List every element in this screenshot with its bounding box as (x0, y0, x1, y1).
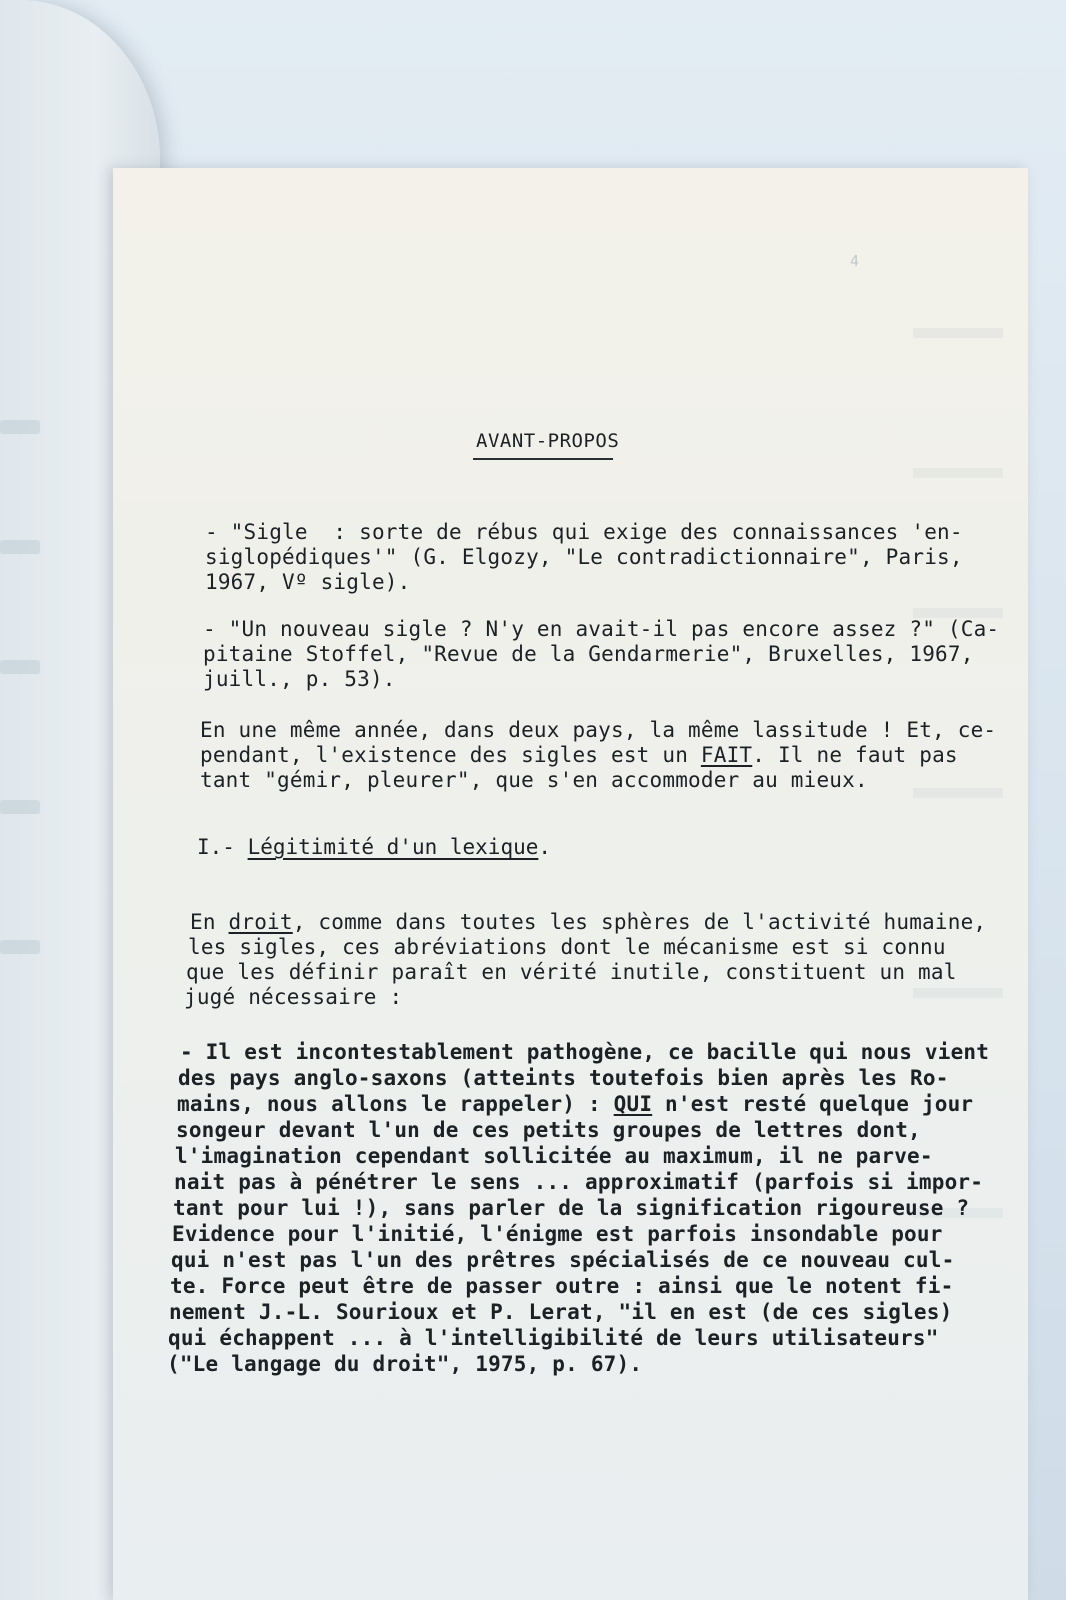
emphasis-qui: QUI (613, 1092, 653, 1116)
paragraph-2-line: jugé nécessaire : (184, 985, 403, 1009)
emphasis-droit: droit (228, 910, 293, 934)
paragraph-3-text: n'est resté quelque jour (652, 1092, 974, 1116)
show-through-line (913, 328, 1003, 338)
paragraph-1-line (200, 743, 958, 767)
paragraph-2-line (190, 910, 986, 934)
show-through-mark (0, 800, 40, 814)
paragraph-1-line: tant "gémir, pleurer", que s'en accommoder au mieux. (200, 768, 868, 792)
paragraph-3-line: songeur devant l'un de ces petits groupes de lettres dont, (176, 1118, 921, 1142)
page-number: 4 (850, 252, 860, 270)
quote-1-line: - "Sigle : sorte de rébus qui exige des connaissances 'en- (205, 520, 963, 544)
emphasis-fait: FAIT (700, 743, 753, 767)
paragraph-1-text: . Il ne faut pas (752, 743, 958, 767)
show-through-mark (0, 540, 40, 554)
show-through-mark (0, 660, 40, 674)
paragraph-2-line: que les définir paraît en vérité inutile, constituent un mal (186, 960, 957, 984)
paragraph-3-line: tant pour lui !), sans parler de la signification rigoureuse ? (173, 1196, 970, 1220)
paragraph-3-line: te. Force peut être de passer outre : ainsi que le notent fi- (170, 1274, 954, 1298)
paragraph-3-line: Evidence pour l'initié, l'énigme est parfois insondable pour (172, 1222, 943, 1246)
paragraph-3-line: qui échappent ... à l'intelligibilité de leurs utilisateurs" (168, 1326, 939, 1350)
paragraph-3-line (177, 1092, 973, 1116)
paragraph-3-line: nait pas à pénétrer le sens ... approximatif (parfois si impor- (174, 1170, 984, 1194)
section-number: I.- (197, 835, 248, 859)
section-title: Légitimité d'un lexique (247, 835, 539, 859)
paragraph-3-line: l'imagination cependant sollicitée au maximum, il ne parve- (175, 1144, 933, 1168)
paragraph-2-text: En (190, 910, 229, 934)
page-title: AVANT-PROPOS (476, 430, 620, 452)
paragraph-3-line: des pays anglo-saxons (atteints toutefois bien après les Ro- (178, 1066, 949, 1090)
quote-2-line: pitaine Stoffel, "Revue de la Gendarmerie", Bruxelles, 1967, (203, 642, 974, 666)
quote-1-line: siglopédiques'" (G. Elgozy, "Le contradictionnaire", Paris, (205, 545, 963, 569)
paragraph-1-text: pendant, l'existence des sigles est un (200, 743, 701, 767)
show-through-line (913, 988, 1003, 998)
show-through-mark (0, 420, 40, 434)
show-through-line (913, 788, 1003, 798)
paragraph-3-line: ("Le langage du droit", 1975, p. 67). (167, 1352, 643, 1376)
show-through-mark (0, 940, 40, 954)
title-underline (473, 458, 613, 460)
quote-1-line: 1967, Vº sigle). (205, 570, 411, 594)
paragraph-1-line: En une même année, dans deux pays, la même lassitude ! Et, ce- (200, 718, 997, 742)
quote-2-line: juill., p. 53). (203, 667, 396, 691)
section-heading (197, 835, 551, 859)
document-page (113, 168, 1028, 1600)
paragraph-3-line: qui n'est pas l'un des prêtres spécialisés de ce nouveau cul- (171, 1248, 955, 1272)
show-through-line (913, 468, 1003, 478)
paragraph-3-line: nement J.-L. Sourioux et P. Lerat, "il en est (de ces sigles) (169, 1300, 953, 1324)
paragraph-3-text: mains, nous allons le rappeler) : (177, 1092, 614, 1116)
paragraph-2-line: les sigles, ces abréviations dont le mécanisme est si connu (188, 935, 946, 959)
paragraph-3-line: - Il est incontestablement pathogène, ce bacille qui nous vient (180, 1040, 990, 1064)
section-suffix: . (538, 835, 552, 859)
paragraph-2-text: , comme dans toutes les sphères de l'activité humaine, (292, 910, 987, 934)
quote-2-line: - "Un nouveau sigle ? N'y en avait-il pas encore assez ?" (Ca- (203, 617, 1000, 641)
